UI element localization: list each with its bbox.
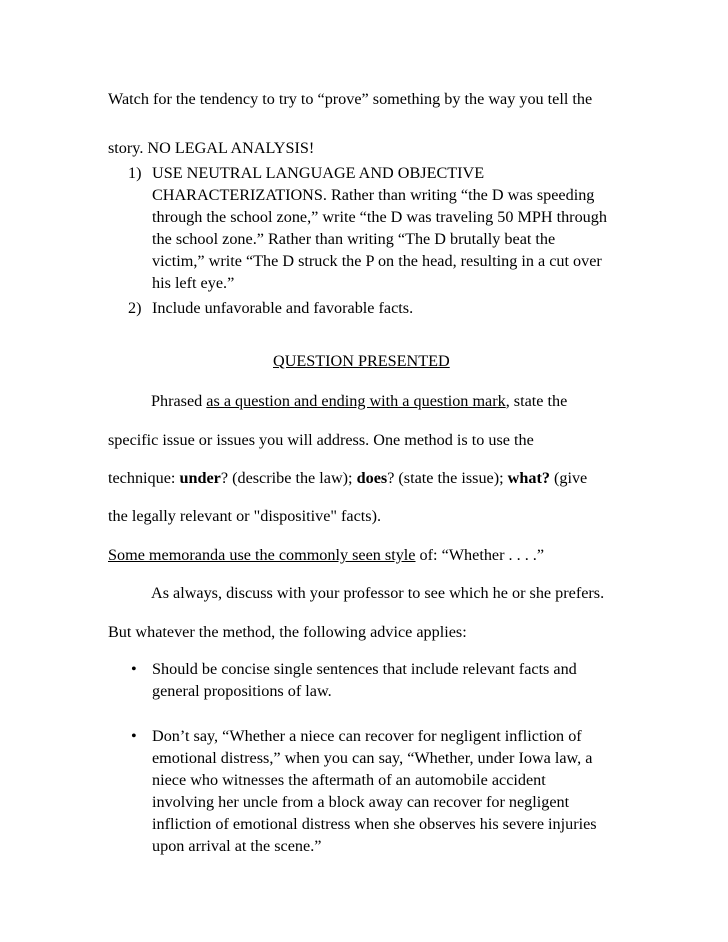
qp-text: of: “Whether . . . .” [415,546,545,564]
list-item-2-line: Include unfavorable and favorable facts. [152,299,414,317]
intro-line-2: story. NO LEGAL ANALYSIS! [108,139,315,157]
list-item-1-line: USE NEUTRAL LANGUAGE AND OBJECTIVE [152,164,485,182]
qp-underlined-text: as a question and ending with a question mark [206,392,506,410]
bullet-item-2 [152,725,597,857]
list-item-1-line: the school zone.” Rather than writing “The D brutally beat the [152,230,556,248]
qp-text: Phrased [151,392,207,410]
bullet-item-2-line: niece who witnesses the aftermath of an automobile accident [152,771,546,789]
qp-paragraph-1 [151,391,567,411]
list-marker-1: 1) [128,164,142,182]
list-item-1 [152,162,607,294]
qp-text: ? (describe the law); [220,469,357,487]
bullet-item-2-line: Don’t say, “Whether a niece can recover for negligent infliction of [152,727,582,745]
qp-bold-what: what? [507,469,550,487]
section-heading: QUESTION PRESENTED [273,352,450,370]
bullet-item-2-line: involving her uncle from a block away can recover for negligent [152,793,570,811]
qp-text: (give [549,469,588,487]
list-item-2 [152,297,413,319]
bullet-item-1-line: Should be concise single sentences that include relevant facts and [152,660,577,678]
qp-bold-under: under [179,469,221,487]
list-item-1-line: his left eye.” [152,274,235,292]
qp-text: ? (state the issue); [387,469,508,487]
list-item-1-line: CHARACTERIZATIONS. Rather than writing “the D was speeding [152,186,595,204]
list-marker-2: 2) [128,299,142,317]
bullet-item-2-line: upon arrival at the scene.” [152,837,322,855]
qp-bold-does: does [356,469,388,487]
qp-underlined-text: Some memoranda use the commonly seen style [108,546,416,564]
bullet-item-1-line: general propositions of law. [152,682,332,700]
qp-paragraph-5 [108,545,544,565]
qp-paragraph-3 [108,468,587,488]
bullet-marker-2: • [131,727,137,745]
bullet-item-2-line: infliction of emotional distress when she observes his severe injuries [152,815,597,833]
qp-paragraph-4: the legally relevant or "dispositive" facts). [108,507,382,525]
qp-paragraph-2: specific issue or issues you will address. One method is to use the [108,431,534,449]
list-item-1-line: victim,” write “The D struck the P on the head, resulting in a cut over [152,252,602,270]
qp-text: , state the [505,392,568,410]
intro-line-1: Watch for the tendency to try to “prove” something by the way you tell the [108,90,593,108]
qp-text: technique: [108,469,180,487]
bullet-marker-1: • [131,660,137,678]
qp-paragraph-7: But whatever the method, the following advice applies: [108,623,467,641]
list-item-1-line: through the school zone,” write “the D was traveling 50 MPH through [152,208,607,226]
bullet-item-1 [152,658,577,702]
bullet-item-2-line: emotional distress,” when you can say, “Whether, under Iowa law, a [152,749,593,767]
qp-paragraph-6: As always, discuss with your professor to see which he or she prefers. [151,584,605,602]
